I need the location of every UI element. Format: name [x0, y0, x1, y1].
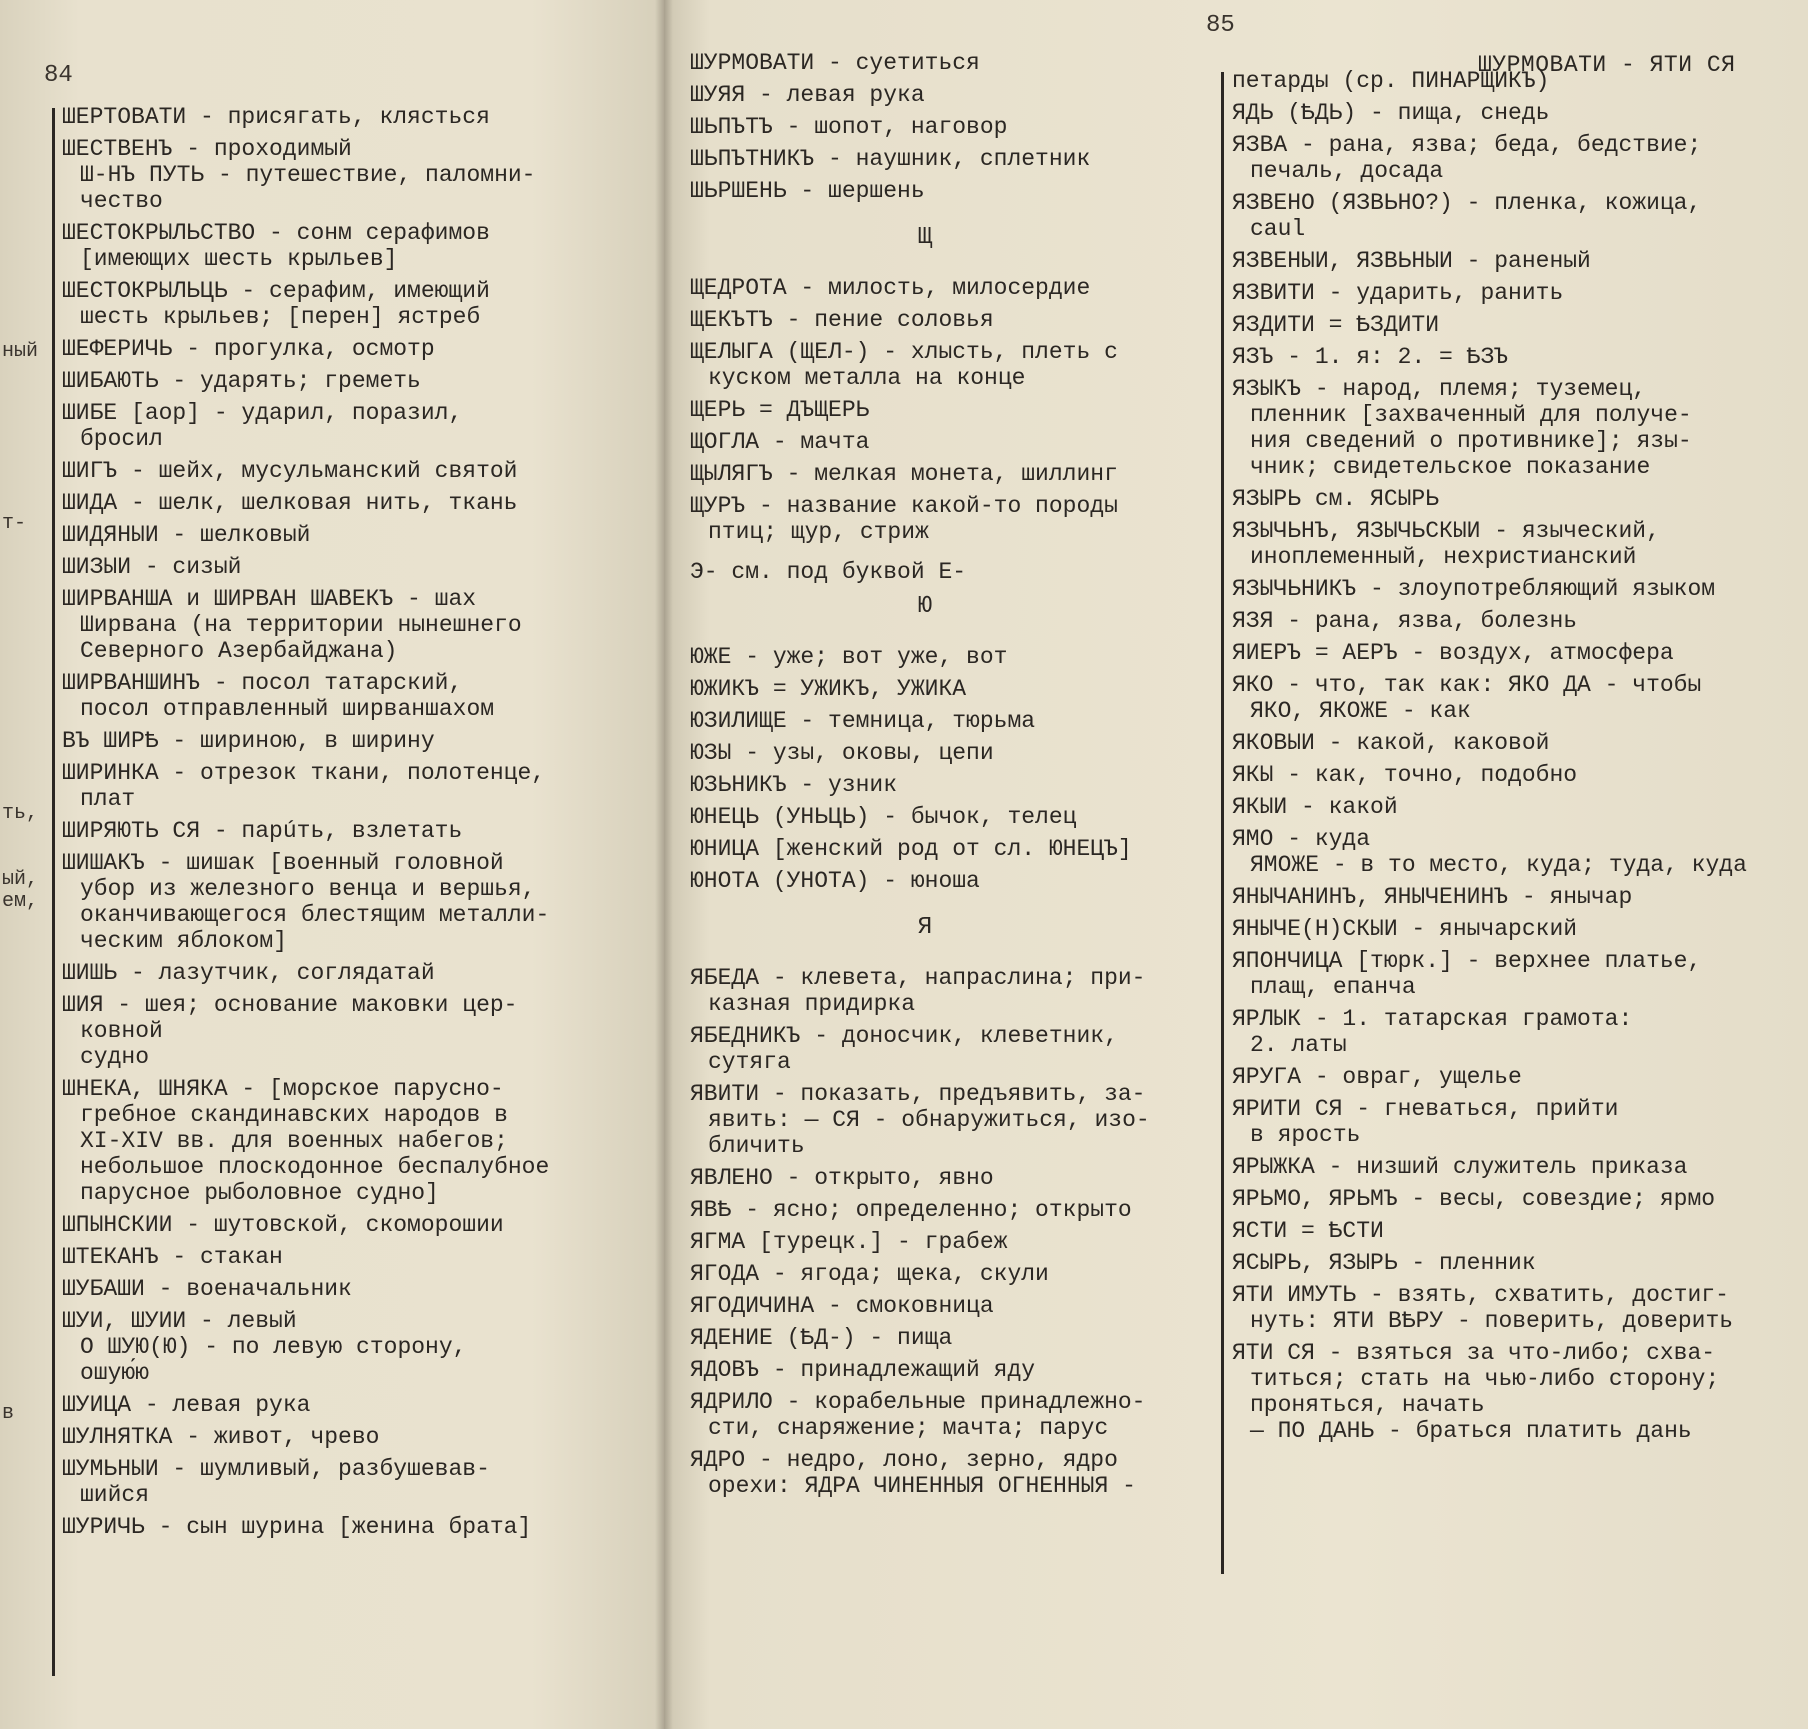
dictionary-entry — [690, 965, 1160, 1017]
column-rule-right — [1221, 72, 1224, 1574]
dictionary-entry — [1232, 486, 1792, 512]
entry-headline: ЯКЫ - как, точно, подобно — [1232, 762, 1578, 788]
entry-headline: ЩЕЛЫГА (ЩЕЛ-) - хлысть, плеть с — [690, 339, 1118, 365]
entry-headline: ЩЕДРОТА - милость, милосердие — [690, 275, 1091, 301]
entry-headline: ШУМЬНЫИ - шумливый, разбушевав- — [62, 1456, 490, 1482]
entry-continuation: куском металла на конце — [708, 365, 1026, 391]
entry-headline: ШУИ, ШУИИ - левый — [62, 1308, 297, 1334]
entry-continuation: нуть: ЯТИ ВѢРУ - поверить, доверить — [1250, 1308, 1734, 1334]
entry-continuation: пленник [захваченный для получе- — [1250, 402, 1692, 428]
entry-headline: ЯДЬ (ѢДЬ) - пища, снедь — [1232, 100, 1550, 126]
dictionary-entry — [1232, 280, 1792, 306]
entry-headline: ШУИЦА - левая рука — [62, 1392, 311, 1418]
letter-heading-shch: Щ — [917, 224, 933, 251]
entry-headline: ШИБЕ [аор] - ударил, поразил, — [62, 400, 463, 426]
dictionary-entry — [690, 868, 1160, 894]
dictionary-entry — [690, 114, 1160, 140]
left-page — [0, 0, 664, 1729]
entries-yu-group — [690, 644, 1160, 894]
dictionary-entry — [690, 1325, 1160, 1351]
dictionary-entry — [1232, 68, 1792, 94]
book-gutter — [655, 0, 673, 1729]
entry-continuation: птиц; щур, стриж — [708, 519, 929, 545]
dictionary-entry — [690, 1165, 1160, 1191]
dictionary-entry — [1232, 762, 1792, 788]
entry-continuation: сти, снаряжение; мачта; парус — [708, 1415, 1109, 1441]
entry-headline: ШИШЬ - лазутчик, соглядатай — [62, 960, 435, 986]
dictionary-entry — [62, 220, 622, 272]
entry-headline: ЩУРЪ - название какой-то породы — [690, 493, 1118, 519]
dictionary-entry — [62, 458, 622, 484]
entry-headline: ШЬРШЕНЬ - шершень — [690, 178, 925, 204]
dictionary-entry — [1232, 132, 1792, 184]
entry-headline: ШУЛНЯТКА - живот, чрево — [62, 1424, 380, 1450]
entry-headline: ШЕФЕРИЧЬ - прогулка, осмотр — [62, 336, 435, 362]
dictionary-entry — [1232, 672, 1792, 724]
dictionary-entry — [1232, 1218, 1792, 1244]
dictionary-entry — [1232, 884, 1792, 910]
entry-continuation: иноплеменный, нехристианский — [1250, 544, 1637, 570]
dictionary-entry — [690, 178, 1160, 204]
middle-column — [690, 50, 1160, 1505]
entry-headline: ШИЯ - шея; основание маковки цер- — [62, 992, 518, 1018]
entry-continuation: ческим яблоком] — [80, 928, 288, 954]
entry-headline: ШИДЯНЫИ - шелковый — [62, 522, 311, 548]
entry-headline: ЯЗЪ - 1. я: 2. = ѢЗЪ — [1232, 344, 1509, 370]
edge-fragment: ть, — [2, 802, 39, 825]
dictionary-entry — [690, 1197, 1160, 1223]
entry-headline: ШИЗЫИ - сизый — [62, 554, 242, 580]
entry-headline: ЯДРО - недро, лоно, зерно, ядро — [690, 1447, 1118, 1473]
entry-headline: ЯЗЯ - рана, язва, болезнь — [1232, 608, 1578, 634]
edge-fragment: ый, — [2, 868, 39, 891]
entry-headline: ВЪ ШИРѢ - шириною, в ширину — [62, 728, 435, 754]
dictionary-entry — [690, 1389, 1160, 1441]
entry-headline: ЮНЕЦЬ (УНЬЦЬ) - бычок, телец — [690, 804, 1077, 830]
entry-headline: ЯКЫИ - какой — [1232, 794, 1398, 820]
entry-continuation: шийся — [80, 1482, 150, 1508]
entry-headline: ЯЗВЕНЫИ, ЯЗВЬНЫИ - раненый — [1232, 248, 1591, 274]
dictionary-entry — [62, 1076, 622, 1206]
dictionary-entry — [1232, 248, 1792, 274]
dictionary-entry — [1232, 640, 1792, 666]
dictionary-entry — [62, 336, 622, 362]
entry-continuation: титься; стать на чью-либо сторону; — [1250, 1366, 1720, 1392]
entry-headline: ШИШАКЪ - шишак [военный головной — [62, 850, 504, 876]
entry-continuation: казная придирка — [708, 991, 916, 1017]
entry-continuation: плащ, епанча — [1250, 974, 1416, 1000]
entry-headline: ЯЗЫЧЬНИКЪ - злоупотребляющий языком — [1232, 576, 1716, 602]
dictionary-entry — [1232, 1096, 1792, 1148]
entry-headline: ЯГОДИЧИНА - смоковница — [690, 1293, 994, 1319]
dictionary-entry — [690, 1447, 1160, 1499]
dictionary-entry — [690, 429, 1160, 455]
dictionary-entry — [1232, 948, 1792, 1000]
entry-continuation: проняться, начать — [1250, 1392, 1485, 1418]
entry-headline: ЯНЫЧЕ(Н)СКЫИ - янычарский — [1232, 916, 1578, 942]
dictionary-entry — [690, 275, 1160, 301]
running-head: ШУРМОВАТИ - ЯТИ СЯ — [1478, 52, 1736, 78]
dictionary-entry — [690, 740, 1160, 766]
entry-headline: ЯКОВЫИ - какой, каковой — [1232, 730, 1550, 756]
entry-continuation: чник; свидетельское показание — [1250, 454, 1651, 480]
dictionary-entry — [1232, 794, 1792, 820]
entry-headline: ШИБАЮТЬ - ударять; греметь — [62, 368, 421, 394]
entry-headline: ЯБЕДА - клевета, напраслина; при- — [690, 965, 1146, 991]
dictionary-entry — [1232, 1282, 1792, 1334]
entry-headline: ЯИЕРЪ = АЕРЪ - воздух, атмосфера — [1232, 640, 1674, 666]
dictionary-entry — [62, 1392, 622, 1418]
entry-headline: ЯЗВА - рана, язва; беда, бедствие; — [1232, 132, 1702, 158]
dictionary-entry — [62, 400, 622, 452]
dictionary-entry — [690, 836, 1160, 862]
dictionary-entry — [62, 850, 622, 954]
entries-shch-group — [690, 275, 1160, 545]
entry-headline: ЯВѢ - ясно; определенно; открыто — [690, 1197, 1132, 1223]
entry-headline: ЮНОТА (УНОТА) - юноша — [690, 868, 980, 894]
dictionary-entry — [690, 307, 1160, 333]
entries-ya-group — [690, 965, 1160, 1499]
entry-headline: ЯРИТИ СЯ - гневаться, прийти — [1232, 1096, 1619, 1122]
entry-headline: ШЕРТОВАТИ - присягать, клясться — [62, 104, 490, 130]
dictionary-entry — [62, 1276, 622, 1302]
dictionary-entry — [690, 676, 1160, 702]
entry-continuation: [имеющих шесть крыльев] — [80, 246, 398, 272]
entry-continuation: ЯКО, ЯКОЖЕ - как — [1250, 698, 1471, 724]
entry-headline: ЯРЫЖКА - низший служитель приказа — [1232, 1154, 1688, 1180]
entry-headline: ЩЕКЪТЪ - пение соловья — [690, 307, 994, 333]
dictionary-entry — [62, 586, 622, 664]
dictionary-entry — [1232, 916, 1792, 942]
entry-continuation: ЯМОЖЕ - в то место, куда; туда, куда — [1250, 852, 1747, 878]
entry-continuation: О ШУЮ(Ю) - по левую сторону, — [80, 1334, 467, 1360]
entry-headline: ШЬПЪТНИКЪ - наушник, сплетник — [690, 146, 1091, 172]
entry-continuation: caul — [1250, 216, 1306, 242]
dictionary-entry — [1232, 312, 1792, 338]
edge-fragment: ем, — [2, 890, 39, 913]
dictionary-entry — [62, 522, 622, 548]
entry-headline: ЮЖИКЪ = УЖИКЪ, УЖИКА — [690, 676, 967, 702]
entry-headline: ШЕСТОКРЫЛЬЦЬ - серафим, имеющий — [62, 278, 490, 304]
dictionary-entry — [1232, 1186, 1792, 1212]
entry-headline: ШЕСТВЕНЪ - проходимый — [62, 136, 352, 162]
entry-headline: ШИРИНКА - отрезок ткани, полотенце, — [62, 760, 546, 786]
dictionary-entry — [1232, 190, 1792, 242]
entry-headline: ЮЗЫ - узы, оковы, цепи — [690, 740, 994, 766]
dictionary-entry — [1232, 826, 1792, 878]
dictionary-entry — [1232, 344, 1792, 370]
dictionary-entry — [62, 1244, 622, 1270]
entry-headline: ЮНИЦА [женский род от сл. ЮНЕЦЪ] — [690, 836, 1132, 862]
dictionary-entry — [690, 644, 1160, 670]
dictionary-entry — [1232, 518, 1792, 570]
entry-continuation: бросил — [80, 426, 163, 452]
dictionary-entry — [62, 104, 622, 130]
entry-headline: ШЕСТОКРЫЛЬСТВО - сонм серафимов — [62, 220, 490, 246]
entry-headline: ШПЫНСКИИ - шутовской, скоморошии — [62, 1212, 504, 1238]
dictionary-entry — [1232, 730, 1792, 756]
entry-headline: ЯТИ ИМУТЬ - взять, схватить, достиг- — [1232, 1282, 1729, 1308]
entry-continuation: небольшое плоскодонное беспалубное — [80, 1154, 550, 1180]
dictionary-entry — [62, 278, 622, 330]
dictionary-entry — [690, 708, 1160, 734]
entry-headline: ШИРВАНША и ШИРВАН ШАВЕКЪ - шах — [62, 586, 477, 612]
entry-headline: ШУРИЧЬ - сын шурина [женина брата] — [62, 1514, 532, 1540]
edge-fragment: в — [2, 1402, 15, 1425]
entry-headline: ЯЗВЕНО (ЯЗВЬНО?) - пленка, кожица, — [1232, 190, 1702, 216]
entry-headline: ЯЗЫКЪ - народ, племя; туземец, — [1232, 376, 1647, 402]
dictionary-entry — [62, 992, 622, 1070]
entry-continuation: судно — [80, 1044, 150, 1070]
entry-headline: ЯСТИ = ѢСТИ — [1232, 1218, 1384, 1244]
dictionary-entry — [62, 1424, 622, 1450]
dictionary-entry — [690, 1293, 1160, 1319]
entry-continuation: шесть крыльев; [перен] ястреб — [80, 304, 481, 330]
dictionary-entry — [62, 760, 622, 812]
page-number-left: 84 — [44, 62, 73, 89]
dictionary-entry — [1232, 1006, 1792, 1058]
dictionary-entry — [62, 490, 622, 516]
entry-headline: ЮЖЕ - уже; вот уже, вот — [690, 644, 1008, 670]
entry-headline: ШУЯЯ - левая рука — [690, 82, 925, 108]
entry-continuation: 2. латы — [1250, 1032, 1347, 1058]
dictionary-entry — [690, 1261, 1160, 1287]
entry-continuation: чество — [80, 188, 163, 214]
letter-heading-ya: Я — [917, 914, 933, 941]
dictionary-entry — [690, 493, 1160, 545]
entry-continuation: Северного Азербайджана) — [80, 638, 398, 664]
entry-headline: ЯКО - что, так как: ЯКО ДА - чтобы — [1232, 672, 1702, 698]
entry-headline: ЯМО - куда — [1232, 826, 1371, 852]
entry-headline: ЯПОНЧИЦА [тюрк.] - верхнее платье, — [1232, 948, 1702, 974]
entry-headline: ЯВИТИ - показать, предъявить, за- — [690, 1081, 1146, 1107]
entry-headline: ЯРЬМО, ЯРЬМЪ - весы, совездие; ярмо — [1232, 1186, 1716, 1212]
edge-fragment: т- — [2, 512, 27, 535]
entry-headline: ЯГМА [турецк.] - грабеж — [690, 1229, 1008, 1255]
dictionary-entry — [62, 1514, 622, 1540]
entry-headline: ЯЗДИТИ = ѢЗДИТИ — [1232, 312, 1440, 338]
right-column — [1232, 68, 1792, 1450]
entry-continuation: печаль, досада — [1250, 158, 1444, 184]
dictionary-entry — [1232, 576, 1792, 602]
column-rule-left — [52, 108, 55, 1676]
entry-continuation: убор из железного венца и вершья, — [80, 876, 536, 902]
entry-continuation: орехи: ЯДРА ЧИНЕННЫЯ ОГНЕННЫЯ - — [708, 1473, 1136, 1499]
entry-headline: ЩОГЛА - мачта — [690, 429, 870, 455]
entry-headline: ЯГОДА - ягода; щека, скули — [690, 1261, 1049, 1287]
entry-headline: ЮЗЬНИКЪ - узник — [690, 772, 898, 798]
entry-headline: ЯСЫРЬ, ЯЗЫРЬ - пленник — [1232, 1250, 1536, 1276]
page-number-right: 85 — [1206, 12, 1235, 39]
dictionary-entry — [62, 1212, 622, 1238]
entry-headline: ШИДА - шелк, шелковая нить, ткань — [62, 490, 518, 516]
entry-headline: ШТЕКАНЪ - стакан — [62, 1244, 283, 1270]
dictionary-entry — [1232, 100, 1792, 126]
entry-continuation: оканчивающегося блестящим металли- — [80, 902, 550, 928]
dictionary-entry — [690, 1229, 1160, 1255]
entry-continuation: сутяга — [708, 1049, 791, 1075]
dictionary-entry — [1232, 1340, 1792, 1444]
entry-headline: ШИГЪ - шейх, мусульманский святой — [62, 458, 518, 484]
entry-continuation: ния сведений о противнике]; язы- — [1250, 428, 1692, 454]
entries-sh-group — [690, 50, 1160, 204]
entry-headline: ШИРЯЮТЬ СЯ - парúть, взлетать — [62, 818, 463, 844]
entry-headline: ЩЫЛЯГЪ - мелкая монета, шиллинг — [690, 461, 1118, 487]
dictionary-entry — [1232, 1064, 1792, 1090]
dictionary-entry — [62, 554, 622, 580]
dictionary-entry — [62, 960, 622, 986]
entry-headline: ШУБАШИ - военачальник — [62, 1276, 352, 1302]
entry-headline: ЯДЕНИЕ (ѢД-) - пища — [690, 1325, 953, 1351]
entry-headline: петарды (ср. ПИНАРЩИКЪ) — [1232, 68, 1550, 94]
dictionary-entry — [62, 368, 622, 394]
dictionary-entry — [690, 397, 1160, 423]
entry-headline: ЯБЕДНИКЪ - доносчик, клеветник, — [690, 1023, 1118, 1049]
entry-headline: ЯДРИЛО - корабельные принадлежно- — [690, 1389, 1146, 1415]
entry-continuation: ковной — [80, 1018, 163, 1044]
entry-headline: ЯТИ СЯ - взяться за что-либо; схва- — [1232, 1340, 1716, 1366]
entry-headline: ШУРМОВАТИ - суетиться — [690, 50, 980, 76]
entry-continuation: — ПО ДАНЬ - браться платить дань — [1250, 1418, 1692, 1444]
entry-continuation: явить: — СЯ - обнаружиться, изо- — [708, 1107, 1150, 1133]
dictionary-entry — [1232, 608, 1792, 634]
entry-headline: ШИРВАНШИНЪ - посол татарский, — [62, 670, 463, 696]
dictionary-entry — [62, 1456, 622, 1508]
entry-continuation: XI-XIV вв. для военных набегов; — [80, 1128, 508, 1154]
see-under-note: Э- см. под буквой Е- — [690, 559, 967, 585]
entry-continuation: в ярость — [1250, 1122, 1361, 1148]
dictionary-entry — [690, 1023, 1160, 1075]
entry-headline: ЯЗВИТИ - ударить, ранить — [1232, 280, 1564, 306]
dictionary-entry — [690, 461, 1160, 487]
left-column — [62, 104, 622, 1546]
dictionary-entry — [690, 82, 1160, 108]
entry-headline: ШНЕКА, ШНЯКА - [морское парусно- — [62, 1076, 504, 1102]
dictionary-entry — [690, 804, 1160, 830]
dictionary-entry — [1232, 1154, 1792, 1180]
dictionary-entry — [62, 136, 622, 214]
dictionary-entry — [690, 146, 1160, 172]
entry-headline: ЯЗЫРЬ см. ЯСЫРЬ — [1232, 486, 1440, 512]
entry-continuation: парусное рыболовное судно] — [80, 1180, 439, 1206]
entry-headline: ЯЗЫЧЬНЪ, ЯЗЫЧЬСКЫИ - языческий, — [1232, 518, 1660, 544]
entry-headline: ЯВЛЕНО - открыто, явно — [690, 1165, 994, 1191]
dictionary-entry — [690, 772, 1160, 798]
dictionary-entry — [1232, 376, 1792, 480]
entry-continuation: посол отправленный ширваншахом — [80, 696, 495, 722]
entry-headline: ЩЕРЬ = ДЪЩЕРЬ — [690, 397, 870, 423]
entry-continuation: Ш-НЪ ПУТЬ - путешествие, паломни- — [80, 162, 536, 188]
entry-continuation: бличить — [708, 1133, 805, 1159]
dictionary-entry — [690, 339, 1160, 391]
dictionary-entry — [62, 1308, 622, 1386]
dictionary-entry — [690, 50, 1160, 76]
dictionary-entry — [1232, 1250, 1792, 1276]
entry-headline: ЯНЫЧАНИНЪ, ЯНЫЧЕНИНЪ - янычар — [1232, 884, 1633, 910]
entry-headline: ЮЗИЛИЩЕ - темница, тюрьма — [690, 708, 1036, 734]
entry-continuation: Ширвана (на территории нынешнего — [80, 612, 522, 638]
letter-heading-yu: Ю — [917, 593, 933, 620]
entry-headline: ШЬПЪТЪ - шопот, наговор — [690, 114, 1008, 140]
dictionary-entry — [62, 728, 622, 754]
edge-fragment: ный — [2, 340, 39, 363]
entry-headline: ЯДОВЪ - принадлежащий яду — [690, 1357, 1036, 1383]
dictionary-entry — [690, 1081, 1160, 1159]
entry-continuation: ошую́ю — [80, 1360, 150, 1386]
entry-headline: ЯРУГА - овраг, ущелье — [1232, 1064, 1522, 1090]
entry-continuation: гребное скандинавских народов в — [80, 1102, 508, 1128]
dictionary-entry — [690, 1357, 1160, 1383]
dictionary-entry — [62, 670, 622, 722]
entry-continuation: плат — [80, 786, 136, 812]
dictionary-entry — [62, 818, 622, 844]
entry-headline: ЯРЛЫК - 1. татарская грамота: — [1232, 1006, 1633, 1032]
